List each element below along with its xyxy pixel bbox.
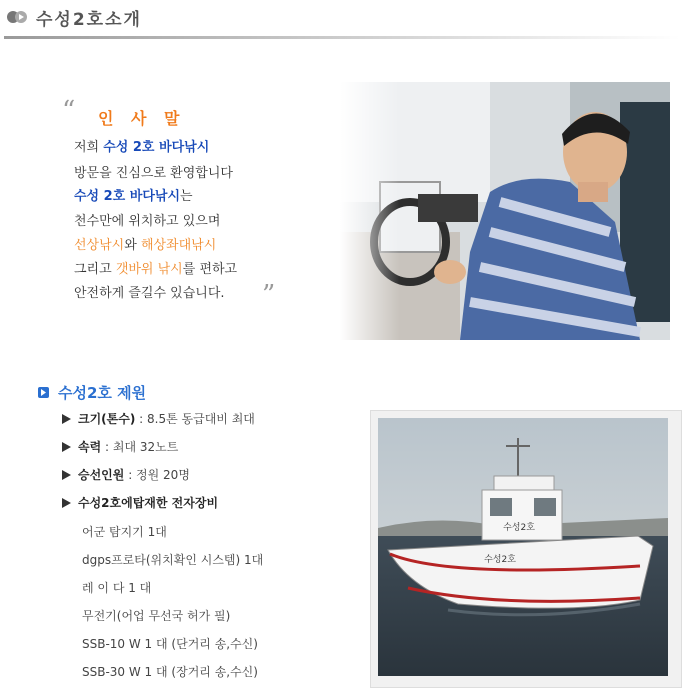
triangle-bullet-icon bbox=[62, 470, 71, 480]
greeting-line-1 bbox=[74, 136, 209, 155]
spec-size bbox=[62, 410, 255, 427]
spec-label: 크기(톤수) bbox=[78, 412, 136, 426]
equipment-item: SSB-10 W 1 대 (단거리 송,수신) bbox=[82, 637, 258, 651]
equipment-item: 어군 탐지기 1대 bbox=[82, 525, 167, 539]
spec-equipment bbox=[62, 494, 218, 511]
boat-cabin-name: 수성2호 bbox=[503, 523, 535, 533]
greeting-text: 는 bbox=[180, 189, 193, 204]
greeting-line-2: 방문을 진심으로 환영합니다 bbox=[74, 166, 233, 181]
greeting-line-3 bbox=[74, 185, 193, 204]
greeting-line-7: 안전하게 즐길수 있습니다. bbox=[74, 286, 225, 301]
spec-capacity bbox=[62, 466, 190, 483]
page-title: 수성2호소개 bbox=[36, 10, 142, 30]
spec-speed bbox=[62, 438, 178, 455]
greeting-line-4: 천수만에 위치하고 있으며 bbox=[74, 214, 221, 229]
spec-label: 속력 bbox=[78, 440, 102, 454]
boat-hull-name: 수성2호 bbox=[484, 555, 516, 565]
greeting-line-5 bbox=[74, 234, 216, 253]
spec-label: 승선인원 bbox=[78, 468, 125, 482]
brand-name: 수성 2호 바다낚시 bbox=[74, 189, 181, 204]
close-quote-mark: ” bbox=[262, 280, 276, 310]
equipment-item: 무전기(어업 무선국 허가 필) bbox=[82, 609, 231, 623]
greeting-text: 그리고 bbox=[74, 262, 116, 277]
triangle-bullet-icon bbox=[62, 442, 71, 452]
open-quote-mark: “ bbox=[62, 96, 76, 126]
captain-photo bbox=[340, 82, 670, 340]
fishing-type-boat: 선상낚시 bbox=[74, 238, 125, 253]
fishing-type-platform: 해상좌대낚시 bbox=[140, 238, 217, 253]
specs-heading: 수성2호 제원 bbox=[58, 384, 147, 402]
equipment-item: dgps프로타(위치확인 시스템) 1대 bbox=[82, 553, 264, 567]
triangle-bullet-icon bbox=[62, 414, 71, 424]
greeting-line-6 bbox=[74, 258, 237, 277]
spec-value: : 최대 32노트 bbox=[101, 440, 179, 454]
boat-photo bbox=[378, 418, 668, 676]
fishing-type-rock: 갯바위 낚시 bbox=[115, 262, 183, 277]
header-divider bbox=[4, 36, 680, 39]
brand-name: 수성 2호 바다낚시 bbox=[103, 140, 210, 155]
equipment-item: 레 이 다 1 대 bbox=[82, 581, 152, 595]
greeting-title: 인 사 말 bbox=[98, 109, 186, 128]
greeting-text: 저희 bbox=[74, 140, 104, 155]
spec-value: : 정원 20명 bbox=[124, 468, 190, 482]
equipment-item: SSB-30 W 1 대 (장거리 송,수신) bbox=[82, 665, 258, 679]
greeting-text: 와 bbox=[124, 238, 141, 253]
page-header bbox=[0, 0, 683, 42]
double-circle-arrow-icon bbox=[6, 10, 28, 24]
greeting-text: 를 편하고 bbox=[182, 262, 238, 277]
triangle-bullet-icon bbox=[62, 498, 71, 508]
arrow-bullet-icon bbox=[38, 387, 49, 398]
spec-label: 수성2호에탑재한 전자장비 bbox=[78, 496, 219, 510]
spec-value: : 8.5톤 동급대비 최대 bbox=[135, 412, 255, 426]
